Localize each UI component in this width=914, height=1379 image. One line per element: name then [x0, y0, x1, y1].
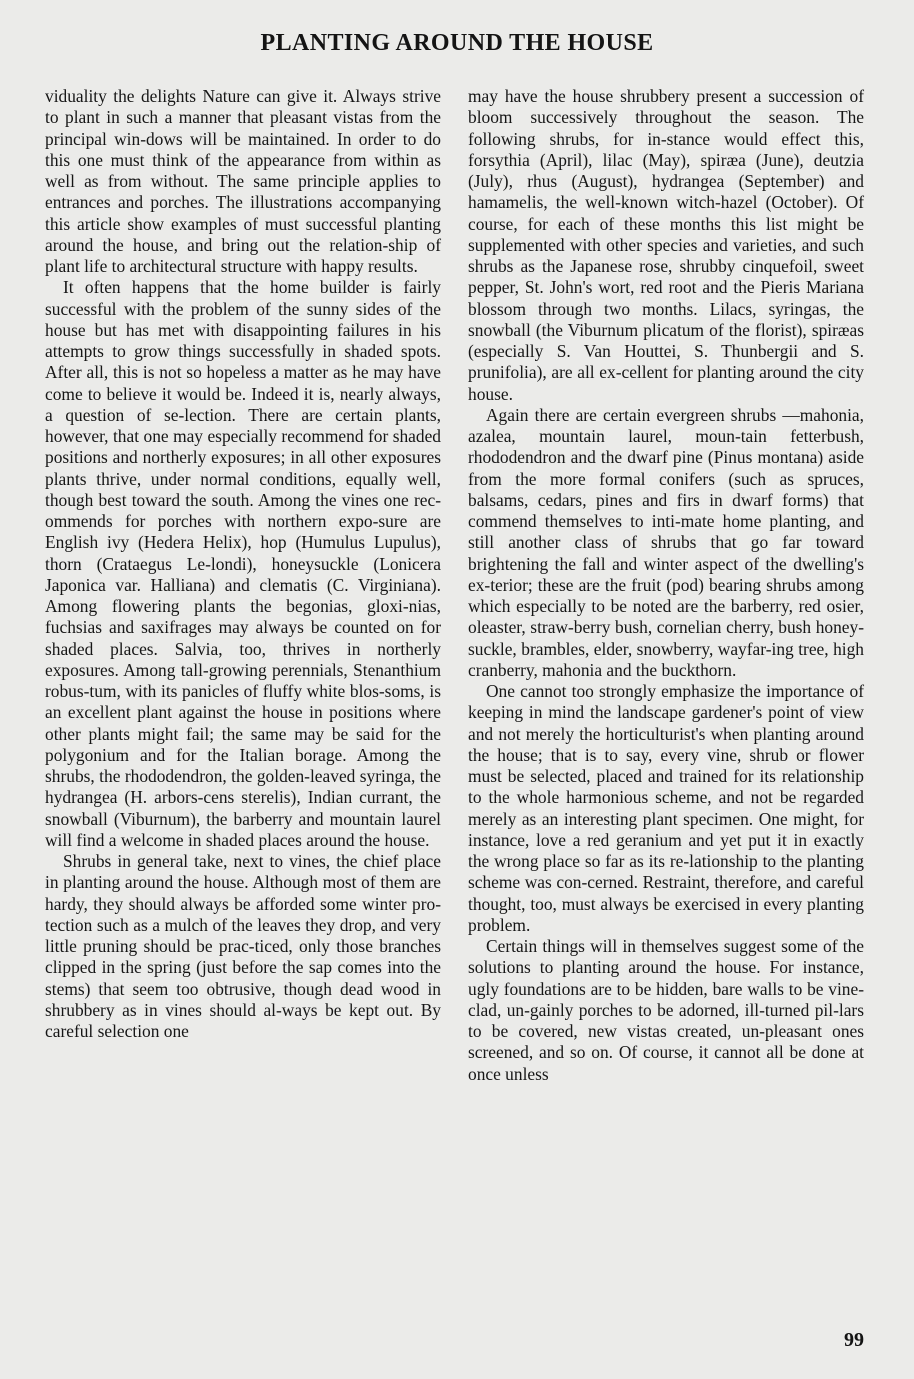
paragraph: Again there are certain evergreen shrubs —mahonia, azalea, mountain laurel, moun-tain fetterbush, rhododendron and the dwarf pine (Pinus montana) aside from the more formal conifers (such as spruces, balsams, cedars, pines and firs in dwarf forms) that commend themselves to inti-mate home planting, and still another class of shrubs that go far toward brightening the fall and winter aspect of the dwelling's ex-terior; these are the fruit (pod) bearing shrubs among which especially to be noted are the barberry, red osier, oleaster, straw-berry bush, cornelian cherry, bush honey-suckle, brambles, elder, snowberry, wayfar-ing tree, high cranberry, mahonia and the buckthorn.	[468, 404, 864, 680]
paragraph: Certain things will in themselves suggest some of the solutions to planting around the house. For instance, ugly foundations are to be hidden, bare walls to be vine-clad, un-gainly porches to be adorned, ill-turned pil-lars to be covered, new vistas created, un-pleasant ones screened, and so on. Of course, it cannot all be done at once unless	[468, 936, 864, 1084]
left-text-column	[45, 86, 441, 1042]
running-title: PLANTING AROUND THE HOUSE	[260, 30, 654, 56]
paragraph: One cannot too strongly emphasize the importance of keeping in mind the landscape gardener's point of view and not merely the horticulturist's when planting around the house; that is to say, every vine, shrub or flower must be selected, placed and trained for its relationship to the whole harmonious scheme, and not be regarded merely as an interesting plant specimen. One might, for instance, love a red geranium and yet put it in exactly the wrong place so far as its re-lationship to the planting scheme was con-cerned. Restraint, therefore, and careful thought, too, must always be exercised in every planting problem.	[468, 681, 864, 935]
paragraph: It often happens that the home builder is fairly successful with the problem of the sunny sides of the house but has met with disappointing failures in his attempts to grow things successfully in shaded spots. After all, this is not so hopeless a matter as he may have come to believe it would be. Indeed it is, nearly always, a question of se-lection. There are certain plants, however, that one may especially recommend for shaded positions and northerly exposures; in all other exposures plants thrive, under normal conditions, equally well, though best toward the south. Among the vines one rec-ommends for porches with northern expo-sure are English ivy (Hedera Helix), hop (Humulus Lupulus), thorn (Crataegus Le-londi), honeysuckle (Lonicera Japonica var. Halliana) and clematis (C. Virginiana). Among flowering plants the begonias, gloxi-nias, fuchsias and saxifrages may always be counted on for shaded places. Salvia, too, thrives in northerly exposures. Among tall-growing perennials, Stenanthium robus-tum, with its panicles of fluffy white blos-soms, is an excellent plant against the house in positions where other plants might fail; the same may be said for the polygonium and for the Italian borage. Among the shrubs, the rhododendron, the golden-leaved syringa, the hydrangea (H. arbors-cens sterelis), Indian currant, the snowball (Viburnum), the barberry and mountain laurel will find a welcome in shaded places around the house.	[45, 277, 441, 850]
page-number: 99	[844, 1329, 864, 1351]
paragraph-continued: may have the house shrubbery present a succession of bloom successively throughout the season. The following shrubs, for in-stance would effect this, forsythia (April), lilac (May), spiræa (June), deutzia (July), rhus (August), hydrangea (September) and hamamelis, the well-known witch-hazel (October). Of course, for each of these months this list might be supplemented with other species and varieties, and such shrubs as the Japanese rose, shrubby cinquefoil, sweet pepper, St. John's wort, red root and the Pieris Mariana blossom through two months. Lilacs, syringas, the snowball (the Viburnum plicatum of the florist), spiræas (especially S. Van Houttei, S. Thunbergii and S. prunifolia), are all ex-cellent for planting around the city house.	[468, 86, 864, 404]
right-text-column	[468, 86, 864, 1085]
paragraph-continued: viduality the delights Nature can give it. Always strive to plant in such a manner that pleasant vistas from the principal win-dows will be maintained. In order to do this one must think of the appearance from within as well as from without. The same principle applies to entrances and porches. The illustrations accompanying this article show examples of must successful planting around the house, and bring out the relation-ship of plant life to architectural structure with happy results.	[45, 86, 441, 276]
paragraph: Shrubs in general take, next to vines, the chief place in planting around the house. Although most of them are hardy, they should always be afforded some winter pro-tection such as a mulch of the leaves they drop, and very little pruning should be prac-ticed, only those branches clipped in the spring (just before the sap comes into the stems) that seem too obtrusive, though dead wood in shrubbery as in vines should al-ways be kept out. By careful selection one	[45, 851, 441, 1041]
